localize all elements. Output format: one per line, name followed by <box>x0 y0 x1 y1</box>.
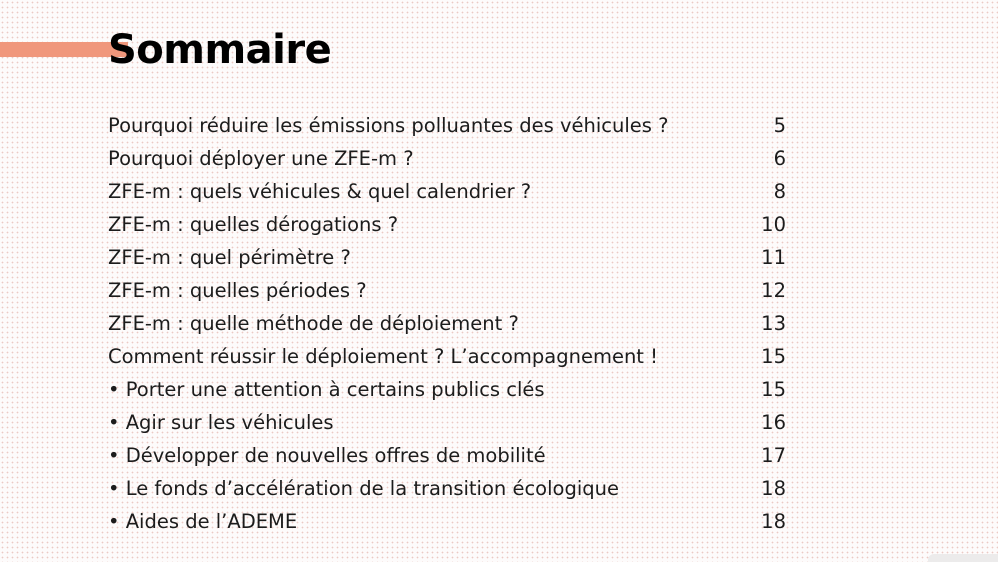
toc-entry-page: 6 <box>773 147 786 170</box>
toc-entry[interactable] <box>108 142 786 175</box>
toc-subentry-label: • Agir sur les véhicules <box>108 406 334 439</box>
toc-subentry-page: 15 <box>761 378 786 401</box>
toc-entry-page: 8 <box>773 180 786 203</box>
toc-entry-label: Comment réussir le déploiement ? L’accompagnement ! <box>108 345 658 368</box>
toc-subentry-page: 16 <box>761 411 786 434</box>
toc-entry[interactable] <box>108 241 786 274</box>
toc-entry-page: 5 <box>773 114 786 137</box>
toc-entry[interactable] <box>108 307 786 340</box>
toc-entry-label: Pourquoi déployer une ZFE-m ? <box>108 147 414 170</box>
corner-tab <box>928 554 998 562</box>
toc-subentry[interactable] <box>108 373 786 406</box>
toc-entry[interactable] <box>108 109 786 142</box>
toc-entry[interactable] <box>108 340 786 373</box>
toc-entry-label: ZFE-m : quelles périodes ? <box>108 279 367 302</box>
toc-entry[interactable] <box>108 274 786 307</box>
toc-subentry-label: • Porter une attention à certains publics clés <box>108 373 545 406</box>
toc-subentry[interactable] <box>108 406 786 439</box>
toc-entry-label: ZFE-m : quels véhicules & quel calendrier ? <box>108 180 532 203</box>
toc-subentry[interactable] <box>108 472 786 505</box>
toc-entry-label: Pourquoi réduire les émissions polluantes des véhicules ? <box>108 114 669 137</box>
toc-entry-label: ZFE-m : quel périmètre ? <box>108 246 351 269</box>
toc-entry[interactable] <box>108 175 786 208</box>
toc-subentry-page: 18 <box>761 477 786 500</box>
toc-entry-page: 10 <box>761 213 786 236</box>
toc-subentry-label: • Aides de l’ADEME <box>108 505 297 538</box>
toc-subentry-page: 18 <box>761 510 786 533</box>
toc-entry-label: ZFE-m : quelle méthode de déploiement ? <box>108 312 519 335</box>
toc-entry[interactable] <box>108 208 786 241</box>
toc-entry-page: 12 <box>761 279 786 302</box>
toc-subentry-page: 17 <box>761 444 786 467</box>
toc-entry-page: 11 <box>761 246 786 269</box>
toc-subentry-label: • Le fonds d’accélération de la transition écologique <box>108 472 619 505</box>
toc-entry-page: 13 <box>761 312 786 335</box>
toc-subentry-label: • Développer de nouvelles offres de mobilité <box>108 439 546 472</box>
toc-entry-page: 15 <box>761 345 786 368</box>
page-title: Sommaire <box>108 27 332 73</box>
toc-entry-label: ZFE-m : quelles dérogations ? <box>108 213 399 236</box>
toc-subentry[interactable] <box>108 505 786 538</box>
table-of-contents <box>108 109 786 538</box>
toc-subentry[interactable] <box>108 439 786 472</box>
